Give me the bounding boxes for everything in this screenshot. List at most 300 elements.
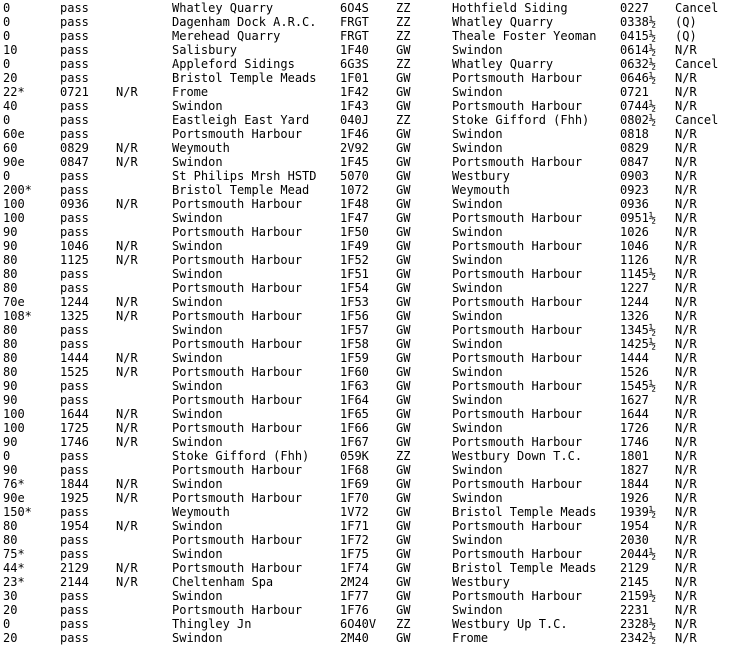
remark: N/R: [675, 99, 697, 113]
arrival-time: 0847: [60, 155, 89, 169]
destination-station: Swindon: [452, 337, 503, 351]
destination-station: Portsmouth Harbour: [452, 477, 583, 491]
arrival-time: pass: [60, 337, 89, 351]
departure-time: 1545½: [620, 379, 657, 393]
load-value: 200*: [3, 183, 32, 197]
departure-time: 1444: [620, 351, 649, 365]
operator-code: ZZ: [396, 57, 411, 71]
headcode: 1F01: [340, 71, 369, 85]
origin-station: Salisbury: [172, 43, 238, 57]
load-value: 10: [3, 43, 18, 57]
headcode: 1072: [340, 183, 369, 197]
table-row: [0, 169, 745, 183]
table-row: [0, 575, 745, 589]
operator-code: GW: [396, 155, 411, 169]
destination-station: Portsmouth Harbour: [452, 407, 583, 421]
origin-station: Appleford Sidings: [172, 57, 295, 71]
arrival-time: 1444: [60, 351, 89, 365]
headcode: 1F45: [340, 155, 369, 169]
origin-station: Portsmouth Harbour: [172, 533, 303, 547]
remark: N/R: [675, 253, 697, 267]
table-row: [0, 491, 745, 505]
origin-station: Portsmouth Harbour: [172, 393, 303, 407]
table-row: [0, 631, 745, 645]
operator-code: GW: [396, 379, 411, 393]
load-value: 0: [3, 169, 11, 183]
operator-code: GW: [396, 477, 411, 491]
origin-station: Frome: [172, 85, 209, 99]
remark: N/R: [675, 141, 697, 155]
table-row: [0, 463, 745, 477]
origin-station: Bristol Temple Mead: [172, 183, 310, 197]
origin-station: Eastleigh East Yard: [172, 113, 310, 127]
operator-code: GW: [396, 183, 411, 197]
operator-code: GW: [396, 561, 411, 575]
origin-station: Swindon: [172, 239, 223, 253]
table-row: [0, 85, 745, 99]
table-row: [0, 225, 745, 239]
destination-station: Portsmouth Harbour: [452, 239, 583, 253]
load-value: 23*: [3, 575, 25, 589]
load-value: 0: [3, 617, 11, 631]
operator-code: GW: [396, 435, 411, 449]
destination-station: Portsmouth Harbour: [452, 155, 583, 169]
remark: N/R: [675, 225, 697, 239]
remark: N/R: [675, 281, 697, 295]
headcode: 1F71: [340, 519, 369, 533]
destination-station: Bristol Temple Meads: [452, 561, 597, 575]
origin-station: Portsmouth Harbour: [172, 127, 303, 141]
origin-station: Stoke Gifford (Fhh): [172, 449, 310, 463]
table-row: [0, 505, 745, 519]
departure-time: 0227: [620, 1, 649, 15]
load-value: 80: [3, 351, 18, 365]
load-value: 20: [3, 71, 18, 85]
load-value: 0: [3, 449, 11, 463]
operator-code: GW: [396, 421, 411, 435]
departure-time: 0903: [620, 169, 649, 183]
table-row: [0, 421, 745, 435]
destination-station: Portsmouth Harbour: [452, 267, 583, 281]
table-row: [0, 267, 745, 281]
origin-station: Swindon: [172, 155, 223, 169]
origin-station: Portsmouth Harbour: [172, 281, 303, 295]
load-value: 90: [3, 379, 18, 393]
departure-time: 1026: [620, 225, 649, 239]
remark: N/R: [675, 169, 697, 183]
destination-station: Swindon: [452, 43, 503, 57]
destination-station: Portsmouth Harbour: [452, 379, 583, 393]
destination-station: Portsmouth Harbour: [452, 323, 583, 337]
table-row: [0, 127, 745, 141]
operator-code: GW: [396, 463, 411, 477]
headcode: 1F50: [340, 225, 369, 239]
destination-station: Portsmouth Harbour: [452, 435, 583, 449]
origin-station: Swindon: [172, 631, 223, 645]
headcode: 1F68: [340, 463, 369, 477]
departure-time: 0829: [620, 141, 649, 155]
operator-code: GW: [396, 295, 411, 309]
headcode: 1F43: [340, 99, 369, 113]
load-value: 108*: [3, 309, 32, 323]
destination-station: Portsmouth Harbour: [452, 99, 583, 113]
arrival-time: 1954: [60, 519, 89, 533]
load-value: 80: [3, 337, 18, 351]
departure-time: 1954: [620, 519, 649, 533]
operator-code: GW: [396, 169, 411, 183]
operator-code: GW: [396, 99, 411, 113]
departure-time: 1046: [620, 239, 649, 253]
remark: N/R: [675, 421, 697, 435]
destination-station: Swindon: [452, 197, 503, 211]
arrival-time: pass: [60, 631, 89, 645]
operator-code: GW: [396, 141, 411, 155]
remark: N/R: [675, 239, 697, 253]
headcode: 5070: [340, 169, 369, 183]
load-value: 90e: [3, 491, 25, 505]
destination-station: Swindon: [452, 393, 503, 407]
operator-code: GW: [396, 85, 411, 99]
origin-station: Portsmouth Harbour: [172, 225, 303, 239]
origin-station: Swindon: [172, 211, 223, 225]
arrival-time: pass: [60, 43, 89, 57]
departure-time: 1827: [620, 463, 649, 477]
remark: N/R: [675, 323, 697, 337]
load-value: 90: [3, 225, 18, 239]
remark: N/R: [675, 477, 697, 491]
destination-station: Swindon: [452, 85, 503, 99]
departure-time: 0847: [620, 155, 649, 169]
arrival-time: 0721: [60, 85, 89, 99]
remark: N/R: [675, 197, 697, 211]
origin-station: Portsmouth Harbour: [172, 365, 303, 379]
arrival-time: 2129: [60, 561, 89, 575]
operator-code: GW: [396, 351, 411, 365]
origin-station: Thingley Jn: [172, 617, 252, 631]
table-row: [0, 281, 745, 295]
arrival-time: pass: [60, 393, 89, 407]
remark: N/R: [675, 435, 697, 449]
headcode: 2M24: [340, 575, 369, 589]
departure-time: 1627: [620, 393, 649, 407]
remark: N/R: [675, 491, 697, 505]
load-value: 75*: [3, 547, 25, 561]
load-value: 100: [3, 197, 25, 211]
operator-code: GW: [396, 239, 411, 253]
headcode: 1F65: [340, 407, 369, 421]
origin-station: Swindon: [172, 295, 223, 309]
arrival-time: pass: [60, 15, 89, 29]
arrival-time: pass: [60, 169, 89, 183]
load-value: 100: [3, 407, 25, 421]
remark: N/R: [675, 71, 697, 85]
headcode: 1F48: [340, 197, 369, 211]
destination-station: Swindon: [452, 603, 503, 617]
departure-time: 2342½: [620, 631, 657, 645]
headcode: 1F67: [340, 435, 369, 449]
origin-station: Weymouth: [172, 505, 230, 519]
status-flag: N/R: [116, 519, 138, 533]
departure-time: 2129: [620, 561, 649, 575]
headcode: 1F74: [340, 561, 369, 575]
arrival-time: pass: [60, 533, 89, 547]
load-value: 80: [3, 533, 18, 547]
departure-time: 1726: [620, 421, 649, 435]
headcode: 1F53: [340, 295, 369, 309]
destination-station: Whatley Quarry: [452, 15, 554, 29]
destination-station: Hothfield Siding: [452, 1, 568, 15]
origin-station: Whatley Quarry: [172, 1, 274, 15]
load-value: 30: [3, 589, 18, 603]
destination-station: Portsmouth Harbour: [452, 71, 583, 85]
arrival-time: pass: [60, 127, 89, 141]
load-value: 20: [3, 631, 18, 645]
headcode: 059K: [340, 449, 369, 463]
operator-code: GW: [396, 393, 411, 407]
load-value: 80: [3, 281, 18, 295]
destination-station: Swindon: [452, 127, 503, 141]
origin-station: Swindon: [172, 267, 223, 281]
departure-time: 1326: [620, 309, 649, 323]
table-row: [0, 547, 745, 561]
remark: N/R: [675, 505, 697, 519]
arrival-time: pass: [60, 323, 89, 337]
destination-station: Swindon: [452, 225, 503, 239]
operator-code: ZZ: [396, 15, 411, 29]
origin-station: Merehead Quarry: [172, 29, 281, 43]
arrival-time: pass: [60, 267, 89, 281]
arrival-time: 1925: [60, 491, 89, 505]
arrival-time: pass: [60, 463, 89, 477]
headcode: 1F59: [340, 351, 369, 365]
table-row: [0, 113, 745, 127]
headcode: 2V92: [340, 141, 369, 155]
headcode: 1F75: [340, 547, 369, 561]
destination-station: Whatley Quarry: [452, 57, 554, 71]
departure-time: 0338½: [620, 15, 657, 29]
status-flag: N/R: [116, 85, 138, 99]
operator-code: GW: [396, 533, 411, 547]
table-row: [0, 435, 745, 449]
headcode: FRGT: [340, 15, 369, 29]
arrival-time: pass: [60, 449, 89, 463]
remark: Cancel: [675, 57, 719, 71]
table-row: [0, 519, 745, 533]
load-value: 0: [3, 57, 11, 71]
departure-time: 2231: [620, 603, 649, 617]
origin-station: Swindon: [172, 99, 223, 113]
operator-code: GW: [396, 197, 411, 211]
arrival-time: pass: [60, 113, 89, 127]
status-flag: N/R: [116, 407, 138, 421]
arrival-time: pass: [60, 71, 89, 85]
headcode: 1F54: [340, 281, 369, 295]
status-flag: N/R: [116, 155, 138, 169]
origin-station: Swindon: [172, 519, 223, 533]
table-row: [0, 561, 745, 575]
remark: N/R: [675, 85, 697, 99]
destination-station: Portsmouth Harbour: [452, 519, 583, 533]
headcode: 040J: [340, 113, 369, 127]
arrival-time: 0936: [60, 197, 89, 211]
departure-time: 1227: [620, 281, 649, 295]
origin-station: Swindon: [172, 547, 223, 561]
operator-code: GW: [396, 309, 411, 323]
table-row: [0, 351, 745, 365]
remark: Cancel: [675, 113, 719, 127]
departure-time: 2328½: [620, 617, 657, 631]
operator-code: GW: [396, 253, 411, 267]
remark: N/R: [675, 519, 697, 533]
destination-station: Stoke Gifford (Fhh): [452, 113, 590, 127]
headcode: 1F42: [340, 85, 369, 99]
table-row: [0, 29, 745, 43]
origin-station: Portsmouth Harbour: [172, 463, 303, 477]
remark: N/R: [675, 211, 697, 225]
departure-time: 2030: [620, 533, 649, 547]
table-row: [0, 589, 745, 603]
headcode: 1F49: [340, 239, 369, 253]
arrival-time: 1325: [60, 309, 89, 323]
origin-station: Swindon: [172, 407, 223, 421]
arrival-time: pass: [60, 589, 89, 603]
headcode: 1V72: [340, 505, 369, 519]
destination-station: Westbury Down T.C.: [452, 449, 583, 463]
remark: N/R: [675, 267, 697, 281]
table-row: [0, 309, 745, 323]
arrival-time: pass: [60, 547, 89, 561]
load-value: 0: [3, 113, 11, 127]
arrival-time: pass: [60, 617, 89, 631]
origin-station: Swindon: [172, 435, 223, 449]
remark: N/R: [675, 533, 697, 547]
destination-station: Westbury: [452, 575, 510, 589]
departure-time: 1926: [620, 491, 649, 505]
arrival-time: 1746: [60, 435, 89, 449]
operator-code: ZZ: [396, 29, 411, 43]
status-flag: N/R: [116, 421, 138, 435]
headcode: 1F70: [340, 491, 369, 505]
remark: N/R: [675, 295, 697, 309]
table-row: [0, 99, 745, 113]
arrival-time: pass: [60, 57, 89, 71]
departure-time: 1644: [620, 407, 649, 421]
operator-code: GW: [396, 127, 411, 141]
destination-station: Swindon: [452, 253, 503, 267]
departure-time: 1746: [620, 435, 649, 449]
destination-station: Swindon: [452, 141, 503, 155]
remark: N/R: [675, 351, 697, 365]
destination-station: Westbury Up T.C.: [452, 617, 568, 631]
status-flag: N/R: [116, 575, 138, 589]
origin-station: Portsmouth Harbour: [172, 561, 303, 575]
origin-station: Dagenham Dock A.R.C.: [172, 15, 317, 29]
table-row: [0, 15, 745, 29]
arrival-time: 1844: [60, 477, 89, 491]
departure-time: 1844: [620, 477, 649, 491]
destination-station: Westbury: [452, 169, 510, 183]
table-row: [0, 323, 745, 337]
headcode: 1F64: [340, 393, 369, 407]
departure-time: 0802½: [620, 113, 657, 127]
status-flag: N/R: [116, 435, 138, 449]
table-row: [0, 239, 745, 253]
arrival-time: pass: [60, 281, 89, 295]
load-value: 90: [3, 393, 18, 407]
remark: N/R: [675, 393, 697, 407]
load-value: 80: [3, 253, 18, 267]
departure-time: 0721: [620, 85, 649, 99]
operator-code: GW: [396, 43, 411, 57]
load-value: 80: [3, 267, 18, 281]
origin-station: Bristol Temple Meads: [172, 71, 317, 85]
origin-station: Portsmouth Harbour: [172, 491, 303, 505]
departure-time: 0818: [620, 127, 649, 141]
status-flag: N/R: [116, 561, 138, 575]
arrival-time: 1525: [60, 365, 89, 379]
operator-code: GW: [396, 491, 411, 505]
origin-station: Swindon: [172, 379, 223, 393]
table-row: [0, 379, 745, 393]
arrival-time: pass: [60, 379, 89, 393]
arrival-time: 1125: [60, 253, 89, 267]
table-row: [0, 71, 745, 85]
table-row: [0, 393, 745, 407]
load-value: 40: [3, 99, 18, 113]
arrival-time: pass: [60, 1, 89, 15]
operator-code: GW: [396, 547, 411, 561]
remark: N/R: [675, 463, 697, 477]
table-row: [0, 407, 745, 421]
table-row: [0, 155, 745, 169]
arrival-time: pass: [60, 183, 89, 197]
operator-code: ZZ: [396, 1, 411, 15]
remark: N/R: [675, 155, 697, 169]
departure-time: 1425½: [620, 337, 657, 351]
headcode: 1F58: [340, 337, 369, 351]
load-value: 90: [3, 239, 18, 253]
headcode: 1F63: [340, 379, 369, 393]
operator-code: GW: [396, 225, 411, 239]
departure-time: 0646½: [620, 71, 657, 85]
destination-station: Swindon: [452, 309, 503, 323]
status-flag: N/R: [116, 477, 138, 491]
remark: N/R: [675, 449, 697, 463]
load-value: 0: [3, 15, 11, 29]
remark: N/R: [675, 183, 697, 197]
remark: N/R: [675, 575, 697, 589]
arrival-time: 1046: [60, 239, 89, 253]
load-value: 80: [3, 519, 18, 533]
remark: N/R: [675, 379, 697, 393]
departure-time: 1939½: [620, 505, 657, 519]
arrival-time: 0829: [60, 141, 89, 155]
headcode: 2M40: [340, 631, 369, 645]
load-value: 0: [3, 1, 11, 15]
headcode: 1F69: [340, 477, 369, 491]
operator-code: GW: [396, 211, 411, 225]
departure-time: 1145½: [620, 267, 657, 281]
origin-station: Portsmouth Harbour: [172, 197, 303, 211]
headcode: FRGT: [340, 29, 369, 43]
headcode: 1F51: [340, 267, 369, 281]
remark: N/R: [675, 547, 697, 561]
remark: N/R: [675, 631, 697, 645]
load-value: 76*: [3, 477, 25, 491]
destination-station: Portsmouth Harbour: [452, 547, 583, 561]
operator-code: ZZ: [396, 617, 411, 631]
load-value: 90: [3, 435, 18, 449]
